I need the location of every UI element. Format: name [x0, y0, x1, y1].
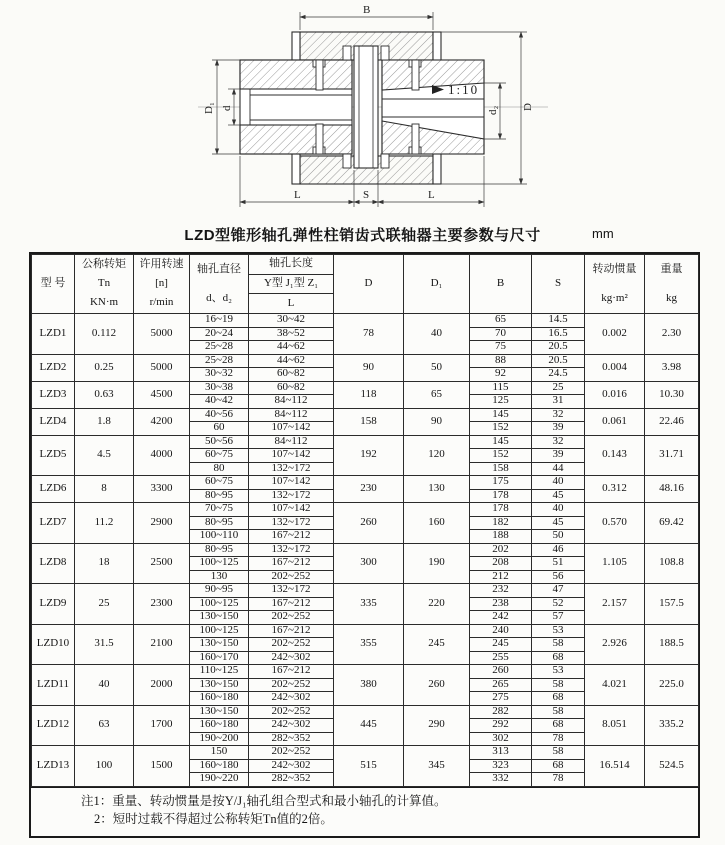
inertia-cell: 2.926 [585, 624, 645, 665]
B-cell: 332 [470, 773, 532, 787]
S-cell: 78 [532, 732, 585, 746]
B-cell: 212 [470, 570, 532, 584]
bore-length-cell: 132~172 [249, 584, 334, 598]
D1-cell: 290 [404, 705, 470, 746]
B-cell: 92 [470, 368, 532, 382]
coupling-body [240, 32, 484, 184]
D1-cell: 260 [404, 665, 470, 706]
bore-length-cell: 44~62 [249, 354, 334, 368]
spec-row-LZD7 [32, 503, 699, 517]
model-cell: LZD10 [32, 624, 75, 665]
D1-cell: 90 [404, 408, 470, 435]
weight-cell: 3.98 [645, 354, 699, 381]
S-cell: 78 [532, 773, 585, 787]
D-cell: 355 [334, 624, 404, 665]
bore-length-cell: 132~172 [249, 489, 334, 503]
bore-length-cell: 167~212 [249, 597, 334, 611]
S-cell: 52 [532, 597, 585, 611]
D1-cell: 50 [404, 354, 470, 381]
spec-row-LZD8 [32, 543, 699, 557]
spec-table-body [32, 314, 699, 787]
speed-cell: 2500 [134, 543, 190, 584]
bore-diameter-cell: 60~75 [190, 476, 249, 490]
note-line-1: 注1：重量、转动惯量是按Y/J₁轴孔组合型式和最小轴孔的计算值。 [81, 793, 447, 808]
page-title: LZD型锥形轴孔弹性柱销齿式联轴器主要参数与尺寸 [184, 227, 541, 244]
inertia-cell: 0.570 [585, 503, 645, 544]
speed-cell: 1500 [134, 746, 190, 787]
inertia-cell: 16.514 [585, 746, 645, 787]
bore-length-cell: 202~252 [249, 705, 334, 719]
D-cell: 515 [334, 746, 404, 787]
bore-length-cell: 132~172 [249, 543, 334, 557]
bore-length-cell: 282~352 [249, 773, 334, 787]
torque-symbol: Tn [97, 277, 111, 290]
speed-cell: 4500 [134, 381, 190, 408]
spec-row-LZD5 [32, 435, 699, 449]
torque-unit: KN·m [89, 296, 119, 309]
D1-cell: 220 [404, 584, 470, 625]
bore-length-cell: 167~212 [249, 624, 334, 638]
model-cell: LZD8 [32, 543, 75, 584]
title-row [0, 224, 725, 248]
bore-diameter-cell: 160~180 [190, 719, 249, 733]
torque-cell: 18 [75, 543, 134, 584]
D-cell: 335 [334, 584, 404, 625]
bore-diameter-cell: 130~150 [190, 638, 249, 652]
col-header-weight [645, 255, 699, 314]
torque-cell: 0.25 [75, 354, 134, 381]
bore-diameter-title: 轴孔直径 [197, 263, 241, 276]
speed-cell: 2100 [134, 624, 190, 665]
spec-row-LZD13 [32, 746, 699, 760]
col-header-torque [75, 255, 134, 314]
bore-length-cell: 202~252 [249, 746, 334, 760]
dim-S-label: S [363, 189, 370, 201]
left-hub-hatch-bottom [240, 125, 352, 154]
B-cell: 202 [470, 543, 532, 557]
D-cell: 78 [334, 314, 404, 355]
weight-cell: 48.16 [645, 476, 699, 503]
table-notes [31, 787, 698, 837]
S-cell: 68 [532, 759, 585, 773]
bore-length-symbol: L [287, 296, 295, 309]
bore-length-cell: 202~252 [249, 570, 334, 584]
dim-L-left-label: L [294, 189, 301, 201]
bore-diameter-cell: 70~75 [190, 503, 249, 517]
weight-cell: 108.8 [645, 543, 699, 584]
weight-cell: 22.46 [645, 408, 699, 435]
D-cell: 90 [334, 354, 404, 381]
S-cell: 53 [532, 624, 585, 638]
left-hub-hatch-top [240, 60, 352, 89]
S-cell: 68 [532, 719, 585, 733]
bore-diameter-cell: 25~28 [190, 354, 249, 368]
bore-length-cell: 242~302 [249, 692, 334, 706]
B-cell: 282 [470, 705, 532, 719]
B-cell: 152 [470, 422, 532, 436]
B-cell: 292 [470, 719, 532, 733]
torque-cell: 40 [75, 665, 134, 706]
bore-length-types: Y型 J₁型 Z₁ [249, 275, 333, 295]
bore-diameter-cell: 80 [190, 462, 249, 476]
B-cell: 302 [470, 732, 532, 746]
weight-cell: 524.5 [645, 746, 699, 787]
bore-length-cell: 60~82 [249, 381, 334, 395]
S-cell: 40 [532, 476, 585, 490]
B-cell: 65 [470, 314, 532, 328]
S-cell: 47 [532, 584, 585, 598]
D-cell: 300 [334, 543, 404, 584]
weight-cell: 225.0 [645, 665, 699, 706]
bore-diameter-cell: 130~150 [190, 611, 249, 625]
inertia-cell: 0.016 [585, 381, 645, 408]
S-cell: 53 [532, 665, 585, 679]
bore-diameter-cell: 90~95 [190, 584, 249, 598]
bore-length-title: 轴孔长度 [249, 255, 333, 275]
model-cell: LZD13 [32, 746, 75, 787]
D1-cell: 245 [404, 624, 470, 665]
torque-cell: 31.5 [75, 624, 134, 665]
bore-diameter-cell: 100~125 [190, 624, 249, 638]
bore-length-cell: 282~352 [249, 732, 334, 746]
speed-cell: 5000 [134, 314, 190, 355]
B-cell: 242 [470, 611, 532, 625]
spec-row-LZD9 [32, 584, 699, 598]
B-cell: 75 [470, 341, 532, 355]
model-cell: LZD7 [32, 503, 75, 544]
col-header-D1: D₁ [404, 255, 470, 314]
bore-diameter-cell: 160~170 [190, 651, 249, 665]
dim-D1-label: D₁ [203, 102, 215, 114]
S-cell: 44 [532, 462, 585, 476]
S-cell: 39 [532, 422, 585, 436]
bore-length-cell: 44~62 [249, 341, 334, 355]
bore-length-cell: 60~82 [249, 368, 334, 382]
inertia-cell: 8.051 [585, 705, 645, 746]
speed-unit: r/min [149, 296, 174, 309]
S-cell: 46 [532, 543, 585, 557]
bore-length-cell: 167~212 [249, 557, 334, 571]
dim-B-label: B [363, 4, 371, 16]
spec-row-LZD2 [32, 354, 699, 368]
B-cell: 182 [470, 516, 532, 530]
S-cell: 50 [532, 530, 585, 544]
S-cell: 58 [532, 638, 585, 652]
speed-cell: 4200 [134, 408, 190, 435]
B-cell: 255 [470, 651, 532, 665]
dim-L-right-label: L [428, 189, 435, 201]
speed-cell: 1700 [134, 705, 190, 746]
weight-cell: 157.5 [645, 584, 699, 625]
speed-cell: 2300 [134, 584, 190, 625]
coupling-drawing-svg [0, 0, 725, 215]
B-cell: 323 [470, 759, 532, 773]
inertia-cell: 0.004 [585, 354, 645, 381]
S-cell: 16.5 [532, 327, 585, 341]
inertia-cell: 2.157 [585, 584, 645, 625]
speed-symbol: [n] [155, 277, 168, 290]
col-header-B: B [470, 255, 532, 314]
torque-cell: 0.112 [75, 314, 134, 355]
bore-diameter-cell: 50~56 [190, 435, 249, 449]
B-cell: 240 [470, 624, 532, 638]
torque-cell: 8 [75, 476, 134, 503]
inertia-cell: 0.312 [585, 476, 645, 503]
bore-diameter-cell: 60~75 [190, 449, 249, 463]
bore-length-cell: 84~112 [249, 395, 334, 409]
spec-row-LZD3 [32, 381, 699, 395]
B-cell: 265 [470, 678, 532, 692]
spec-row-LZD1 [32, 314, 699, 328]
torque-cell: 25 [75, 584, 134, 625]
bore-length-cell: 132~172 [249, 516, 334, 530]
col-header-D: D [334, 255, 404, 314]
bore-diameter-cell: 40~56 [190, 408, 249, 422]
bore-length-cell: 242~302 [249, 651, 334, 665]
weight-cell: 10.30 [645, 381, 699, 408]
model-cell: LZD12 [32, 705, 75, 746]
S-cell: 32 [532, 435, 585, 449]
bore-diameter-cell: 80~95 [190, 489, 249, 503]
col-header-model: 型 号 [32, 255, 75, 314]
bore-diameter-cell: 160~180 [190, 759, 249, 773]
torque-cell: 4.5 [75, 435, 134, 476]
bore-diameter-cell: 80~95 [190, 543, 249, 557]
D1-cell: 130 [404, 476, 470, 503]
model-cell: LZD4 [32, 408, 75, 435]
spec-table-frame [29, 252, 700, 838]
D-cell: 158 [334, 408, 404, 435]
coupling-section-drawing [0, 0, 725, 215]
model-cell: LZD2 [32, 354, 75, 381]
col-header-S: S [532, 255, 585, 314]
B-cell: 152 [470, 449, 532, 463]
S-cell: 14.5 [532, 314, 585, 328]
weight-cell: 335.2 [645, 705, 699, 746]
bore-diameter-cell: 130 [190, 570, 249, 584]
bore-length-cell: 107~142 [249, 422, 334, 436]
col-header-bore-length [249, 255, 334, 314]
col-header-speed [134, 255, 190, 314]
bore-length-cell: 107~142 [249, 503, 334, 517]
D1-cell: 65 [404, 381, 470, 408]
bore-diameter-cell: 16~19 [190, 314, 249, 328]
torque-title: 公称转矩 [82, 257, 126, 270]
D1-cell: 160 [404, 503, 470, 544]
inertia-unit: kg·m² [601, 292, 628, 305]
D-cell: 192 [334, 435, 404, 476]
S-cell: 68 [532, 651, 585, 665]
S-cell: 57 [532, 611, 585, 625]
speed-cell: 4000 [134, 435, 190, 476]
bore-diameter-cell: 60 [190, 422, 249, 436]
dim-D-label: D [522, 103, 534, 111]
bore-diameter-cell: 130~150 [190, 678, 249, 692]
bore-diameter-cell: 30~32 [190, 368, 249, 382]
bore-diameter-cell: 30~38 [190, 381, 249, 395]
center-disc [354, 46, 378, 168]
S-cell: 45 [532, 489, 585, 503]
weight-cell: 69.42 [645, 503, 699, 544]
S-cell: 24.5 [532, 368, 585, 382]
D1-cell: 40 [404, 314, 470, 355]
bore-length-cell: 242~302 [249, 759, 334, 773]
dim-d2-label: d₂ [487, 105, 499, 115]
S-cell: 31 [532, 395, 585, 409]
B-cell: 175 [470, 476, 532, 490]
B-cell: 70 [470, 327, 532, 341]
model-cell: LZD1 [32, 314, 75, 355]
S-cell: 40 [532, 503, 585, 517]
B-cell: 260 [470, 665, 532, 679]
B-cell: 178 [470, 503, 532, 517]
bore-length-cell: 202~252 [249, 638, 334, 652]
note-line-2: 2：短时过载不得超过公称转矩Tn值的2倍。 [94, 812, 333, 827]
B-cell: 115 [470, 381, 532, 395]
bore-diameter-cell: 110~125 [190, 665, 249, 679]
weight-cell: 188.5 [645, 624, 699, 665]
S-cell: 51 [532, 557, 585, 571]
spec-table [31, 254, 699, 787]
bore-diameter-cell: 100~110 [190, 530, 249, 544]
bore-length-cell: 107~142 [249, 476, 334, 490]
bore-diameter-symbol: d、d₂ [206, 292, 232, 305]
bore-diameter-cell: 130~150 [190, 705, 249, 719]
bore-diameter-cell: 100~125 [190, 597, 249, 611]
B-cell: 188 [470, 530, 532, 544]
D1-cell: 345 [404, 746, 470, 787]
inertia-cell: 4.021 [585, 665, 645, 706]
model-cell: LZD11 [32, 665, 75, 706]
spec-row-LZD11 [32, 665, 699, 679]
bore-diameter-cell: 160~180 [190, 692, 249, 706]
bore-diameter-cell: 80~95 [190, 516, 249, 530]
S-cell: 20.5 [532, 341, 585, 355]
header-row [32, 255, 699, 314]
spec-row-LZD4 [32, 408, 699, 422]
bore-diameter-cell: 25~28 [190, 341, 249, 355]
B-cell: 238 [470, 597, 532, 611]
weight-title: 重量 [660, 263, 683, 276]
bore-length-cell: 132~172 [249, 462, 334, 476]
inertia-cell: 0.002 [585, 314, 645, 355]
B-cell: 88 [470, 354, 532, 368]
torque-cell: 1.8 [75, 408, 134, 435]
B-cell: 145 [470, 435, 532, 449]
B-cell: 208 [470, 557, 532, 571]
B-cell: 145 [470, 408, 532, 422]
speed-cell: 5000 [134, 354, 190, 381]
S-cell: 20.5 [532, 354, 585, 368]
speed-title: 许用转速 [139, 257, 184, 270]
S-cell: 39 [532, 449, 585, 463]
torque-cell: 100 [75, 746, 134, 787]
bore-length-cell: 202~252 [249, 611, 334, 625]
S-cell: 58 [532, 678, 585, 692]
torque-cell: 63 [75, 705, 134, 746]
inertia-cell: 1.105 [585, 543, 645, 584]
dim-d-label: d [221, 105, 233, 111]
bore-length-cell: 107~142 [249, 449, 334, 463]
inertia-cell: 0.143 [585, 435, 645, 476]
S-cell: 68 [532, 692, 585, 706]
model-cell: LZD5 [32, 435, 75, 476]
weight-cell: 31.71 [645, 435, 699, 476]
taper-label: 1:10 [448, 82, 480, 97]
bore-diameter-cell: 100~125 [190, 557, 249, 571]
spec-row-LZD12 [32, 705, 699, 719]
B-cell: 125 [470, 395, 532, 409]
bore-length-cell: 84~112 [249, 435, 334, 449]
bore-diameter-cell: 190~200 [190, 732, 249, 746]
bore-length-cell: 167~212 [249, 665, 334, 679]
model-cell: LZD3 [32, 381, 75, 408]
bore-length-cell: 167~212 [249, 530, 334, 544]
torque-cell: 11.2 [75, 503, 134, 544]
D-cell: 445 [334, 705, 404, 746]
speed-cell: 2000 [134, 665, 190, 706]
bore-diameter-cell: 40~42 [190, 395, 249, 409]
inertia-cell: 0.061 [585, 408, 645, 435]
unit-label: mm [592, 226, 614, 241]
S-cell: 56 [532, 570, 585, 584]
D1-cell: 190 [404, 543, 470, 584]
B-cell: 275 [470, 692, 532, 706]
bore-length-cell: 30~42 [249, 314, 334, 328]
spec-row-LZD6 [32, 476, 699, 490]
D-cell: 380 [334, 665, 404, 706]
weight-cell: 2.30 [645, 314, 699, 355]
bore-length-cell: 84~112 [249, 408, 334, 422]
D1-cell: 120 [404, 435, 470, 476]
col-header-bore-diameter [190, 255, 249, 314]
speed-cell: 2900 [134, 503, 190, 544]
model-cell: LZD6 [32, 476, 75, 503]
B-cell: 313 [470, 746, 532, 760]
bore-length-cell: 242~302 [249, 719, 334, 733]
bore-diameter-cell: 190~220 [190, 773, 249, 787]
B-cell: 178 [470, 489, 532, 503]
S-cell: 45 [532, 516, 585, 530]
model-cell: LZD9 [32, 584, 75, 625]
bore-diameter-cell: 20~24 [190, 327, 249, 341]
S-cell: 58 [532, 705, 585, 719]
D-cell: 260 [334, 503, 404, 544]
S-cell: 58 [532, 746, 585, 760]
D-cell: 118 [334, 381, 404, 408]
B-cell: 232 [470, 584, 532, 598]
weight-unit: kg [666, 292, 677, 305]
bore-length-cell: 202~252 [249, 678, 334, 692]
B-cell: 245 [470, 638, 532, 652]
torque-cell: 0.63 [75, 381, 134, 408]
speed-cell: 3300 [134, 476, 190, 503]
col-header-inertia [585, 255, 645, 314]
S-cell: 25 [532, 381, 585, 395]
bore-length-cell: 38~52 [249, 327, 334, 341]
B-cell: 158 [470, 462, 532, 476]
inertia-title: 转动惯量 [592, 263, 637, 276]
bore-diameter-cell: 150 [190, 746, 249, 760]
D-cell: 230 [334, 476, 404, 503]
S-cell: 32 [532, 408, 585, 422]
spec-row-LZD10 [32, 624, 699, 638]
